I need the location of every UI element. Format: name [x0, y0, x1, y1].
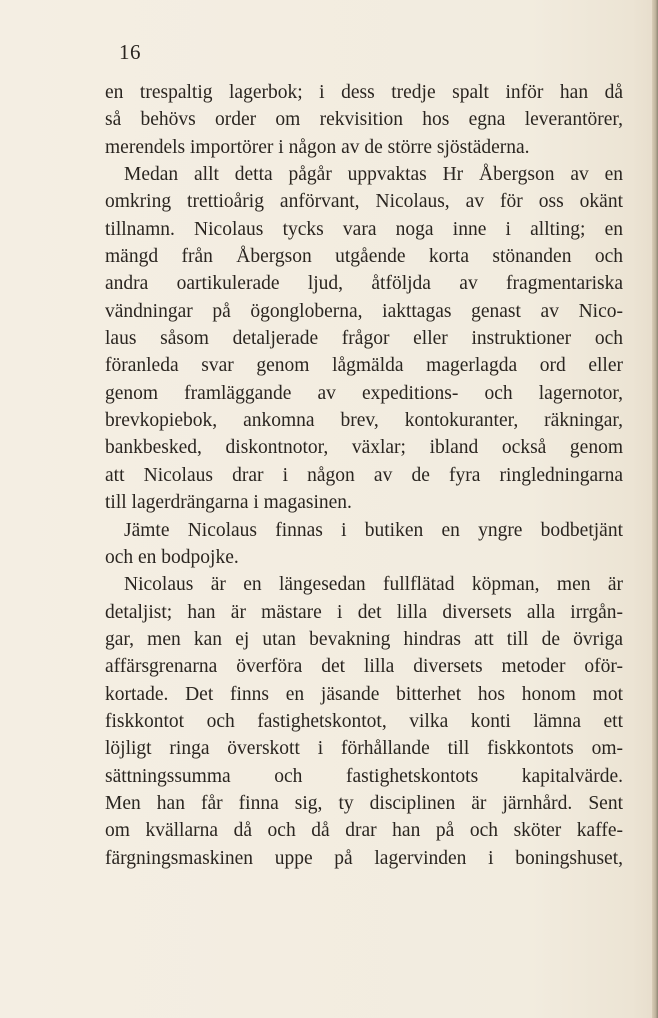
text-line: brevkopiebok, ankomna brev, kontokuranter, räkningar,: [105, 410, 623, 432]
text-line: vändningar på ögongloberna, iakttagas genast av Nico-: [105, 300, 623, 322]
text-line: om kvällarna då och då drar han på och sköter kaffe-: [105, 820, 623, 842]
text-line: en trespaltig lagerbok; i dess tredje spalt inför han då: [105, 82, 623, 103]
body-text: [105, 79, 623, 872]
text-line: tillnamn. Nicolaus tycks vara noga inne i allting; en: [105, 218, 623, 240]
text-line: merendels importörer i någon av de större sjöstäderna.: [105, 136, 530, 158]
text-line: affärsgrenarna överföra det lilla diversets metoder oför-: [105, 656, 623, 678]
text-line: och en bodpojke.: [105, 546, 239, 568]
text-line: Jämte Nicolaus finnas i butiken en yngre bodbetjänt: [124, 519, 623, 541]
text-line: att Nicolaus drar i någon av de fyra ringledningarna: [105, 464, 623, 486]
text-line: mängd från Åbergson utgående korta stönanden och: [105, 246, 623, 268]
text-line: genom framläggande av expeditions- och lagernotor,: [105, 382, 623, 404]
text-line: Medan allt detta pågår uppvaktas Hr Åbergson av en: [124, 164, 623, 186]
page-edge: [652, 0, 658, 1018]
text-line: föranleda svar genom lågmälda magerlagda ord eller: [105, 355, 623, 377]
text-line: så behövs order om rekvisition hos egna leverantörer,: [105, 109, 623, 131]
text-line: löjligt ringa överskott i förhållande till fiskkontots om-: [105, 738, 623, 760]
text-line: kortade. Det finns en jäsande bitterhet hos honom mot: [105, 683, 623, 705]
text-line: färgningsmaskinen uppe på lagervinden i boningshuset,: [105, 847, 623, 869]
text-line: Nicolaus är en längesedan fullflätad köpman, men är: [124, 574, 623, 596]
text-line: andra oartikulerade ljud, åtföljda av fragmentariska: [105, 273, 623, 295]
text-line: laus såsom detaljerade frågor eller instruktioner och: [105, 328, 623, 350]
text-line: Men han får finna sig, ty disciplinen är järnhård. Sent: [105, 792, 623, 814]
text-line: gar, men kan ej utan bevakning hindras att till de övriga: [105, 628, 623, 650]
page-number: 16: [119, 40, 141, 64]
text-line: detaljist; han är mästare i det lilla diversets alla irrgån-: [105, 601, 623, 623]
text-line: bankbesked, diskontnotor, växlar; ibland också genom: [105, 437, 623, 459]
text-line: omkring trettioårig anförvant, Nicolaus, av för oss okänt: [105, 191, 623, 213]
text-line: fiskkontot och fastighetskontot, vilka konti lämna ett: [105, 710, 623, 732]
text-line: sättningssumma och fastighetskontots kapitalvärde.: [105, 765, 623, 787]
text-line: till lagerdrängarna i magasinen.: [105, 492, 352, 514]
